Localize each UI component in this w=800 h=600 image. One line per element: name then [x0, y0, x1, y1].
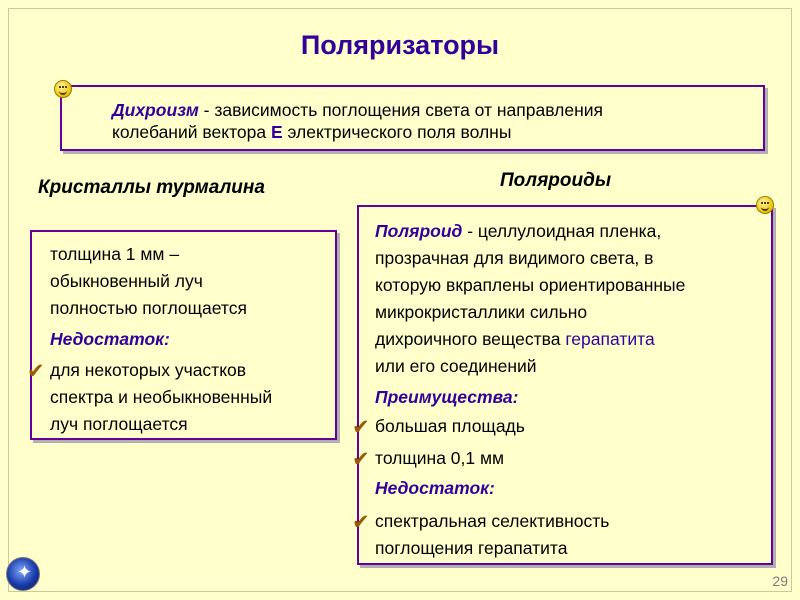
checkmark-icon: ✔	[27, 360, 45, 383]
left-drawback-line-1: для некоторых участков	[50, 360, 247, 380]
right-line-1-rest: - целлулоидная пленка,	[462, 221, 662, 241]
right-line-5-a: дихроичного вещества	[375, 329, 566, 349]
right-line-1	[375, 220, 661, 242]
definition-text-part1: - зависимость поглощения света от направления	[198, 100, 603, 120]
left-drawback-line-3: луч поглощается	[50, 414, 188, 434]
smiley-icon	[756, 196, 774, 214]
advantage-1: большая площадь	[375, 416, 525, 436]
left-line-3: полностью поглощается	[50, 298, 247, 318]
definition-text-part2: колебаний вектора	[112, 122, 271, 142]
right-line-3: которую вкраплены ориентированные	[375, 275, 686, 295]
definition-text-part3: электрического поля волны	[282, 122, 512, 142]
right-line-2: прозрачная для видимого света, в	[375, 248, 654, 268]
right-line-4: микрокристаллики сильно	[375, 302, 588, 322]
left-drawback-label: Недостаток:	[50, 329, 170, 349]
slide-title: Поляризаторы	[300, 30, 500, 60]
left-line-1: толщина 1 мм –	[50, 244, 180, 264]
vector-letter: Е	[270, 122, 283, 142]
left-line-2: обыкновенный луч	[50, 271, 203, 291]
definition-text	[112, 99, 762, 143]
left-drawback-line-2: спектра и необыкновенный	[50, 387, 273, 407]
left-heading: Кристаллы турмалина	[38, 177, 265, 198]
advantages-label: Преимущества:	[375, 387, 519, 407]
definition-term: Дихроизм	[112, 100, 199, 120]
right-drawback-line-2: поглощения герапатита	[375, 538, 568, 558]
smiley-icon	[54, 80, 72, 98]
checkmark-icon: ✔	[352, 511, 370, 534]
right-drawback-label: Недостаток:	[375, 478, 495, 498]
right-heading: Поляроиды	[500, 170, 612, 191]
checkmark-icon: ✔	[352, 448, 370, 471]
checkmark-icon: ✔	[352, 416, 370, 439]
right-line-5	[375, 328, 655, 350]
herapathite-word: герапатита	[565, 329, 655, 349]
definition-box	[60, 85, 765, 151]
polaroid-term: Поляроид	[375, 221, 463, 241]
logo-icon: ✦	[6, 557, 40, 591]
right-line-6: или его соединений	[375, 356, 537, 376]
right-drawback-line-1: спектральная селективность	[375, 511, 610, 531]
advantage-2: толщина 0,1 мм	[375, 448, 505, 468]
page-number: 29	[772, 573, 788, 589]
